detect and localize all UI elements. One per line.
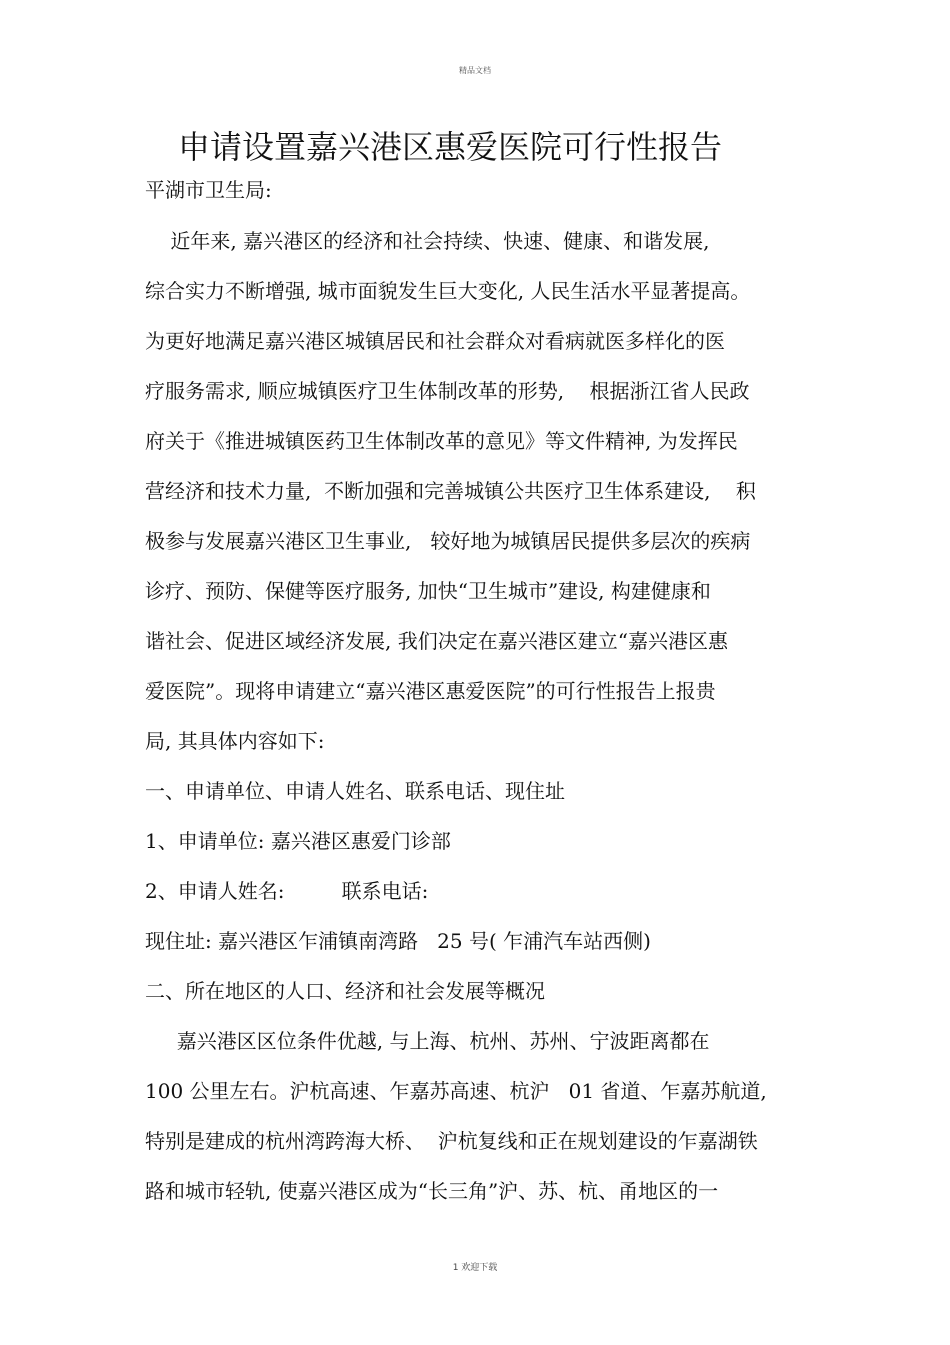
body-line: 100 公里左右。沪杭高速、乍嘉苏高速、杭沪 01 省道、乍嘉苏航道, (145, 1079, 767, 1103)
body-line: 局, 其具体内容如下: (145, 729, 325, 753)
body-line: 特别是建成的杭州湾跨海大桥、 沪杭复线和正在规划建设的乍嘉湖铁 (145, 1129, 758, 1153)
footer-page-mark: 1 欢迎下载 (452, 1263, 498, 1273)
document-title: 申请设置嘉兴港区惠爱医院可行性报告 (178, 128, 723, 166)
body-line: 现住址: 嘉兴港区乍浦镇南湾路 25 号( 乍浦汽车站西侧) (145, 929, 651, 953)
body-line: 为更好地满足嘉兴港区城镇居民和社会群众对看病就医多样化的医 (145, 329, 725, 353)
body-line: 府关于《推进城镇医药卫生体制改革的意见》等文件精神, 为发挥民 (145, 429, 738, 453)
body-line: 极参与发展嘉兴港区卫生事业, 较好地为城镇居民提供多层次的疾病 (145, 529, 751, 553)
body-line: 近年来, 嘉兴港区的经济和社会持续、快速、健康、和谐发展, (145, 229, 710, 253)
body-line: 爱医院”。现将申请建立“嘉兴港区惠爱医院”的可行性报告上报贵 (145, 679, 716, 703)
body-line: 2、申请人姓名: 联系电话: (145, 879, 429, 903)
body-line: 谐社会、促进区域经济发展, 我们决定在嘉兴港区建立“嘉兴港区惠 (145, 629, 728, 653)
header-watermark: 精品文档 (459, 66, 491, 75)
body-line: 嘉兴港区区位条件优越, 与上海、杭州、苏州、宁波距离都在 (145, 1029, 710, 1053)
body-line: 疗服务需求, 顺应城镇医疗卫生体制改革的形势, 根据浙江省人民政 (145, 379, 750, 403)
body-line: 诊疗、预防、保健等医疗服务, 加快“卫生城市”建设, 构建健康和 (145, 579, 711, 603)
section-heading: 一、申请单位、申请人姓名、联系电话、现住址 (145, 779, 565, 803)
body-line: 营经济和技术力量, 不断加强和完善城镇公共医疗卫生体系建设, 积 (145, 479, 756, 503)
body-line: 综合实力不断增强, 城市面貌发生巨大变化, 人民生活水平显著提高。 (145, 279, 751, 303)
section-heading: 二、所在地区的人口、经济和社会发展等概况 (145, 979, 545, 1003)
body-line: 平湖市卫生局: (145, 178, 272, 202)
body-line: 1、申请单位: 嘉兴港区惠爱门诊部 (145, 829, 451, 853)
body-line: 路和城市轻轨, 使嘉兴港区成为“长三角”沪、苏、杭、甬地区的一 (145, 1179, 719, 1203)
